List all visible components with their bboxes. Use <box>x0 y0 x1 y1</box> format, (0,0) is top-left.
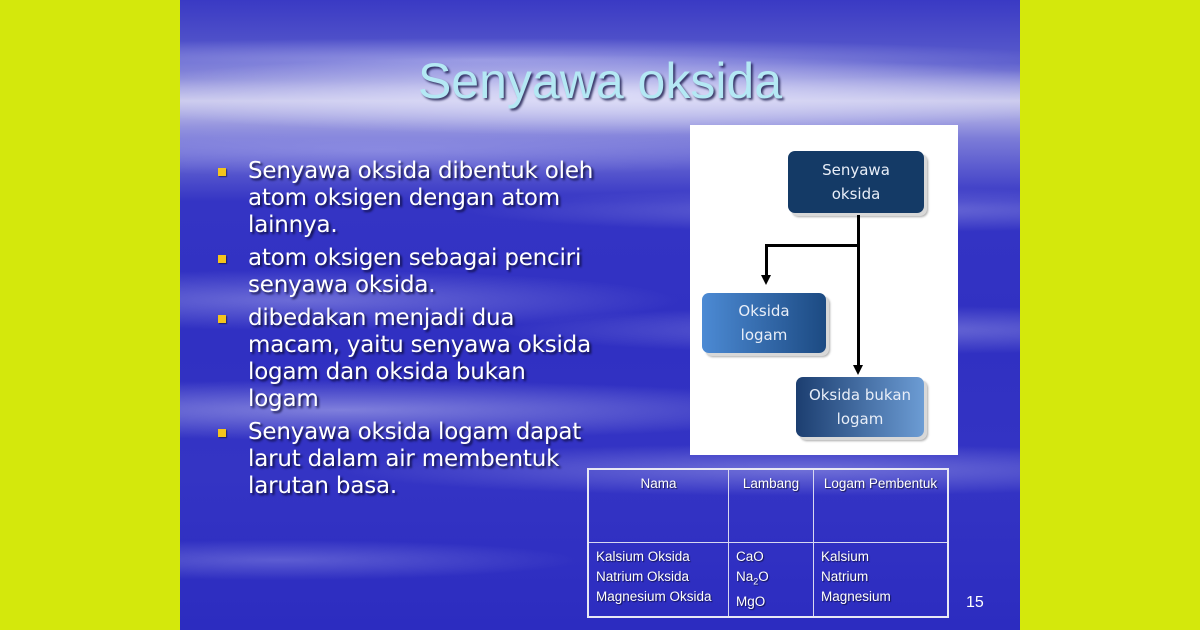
cell-lambang: CaO $Na_2O$ MgO <box>729 543 814 617</box>
formula-na2o: $Na_2O$ <box>736 569 769 587</box>
bullet-item: Senyawa oksida dibentuk oleh atom oksigen dengan atom lainnya. <box>216 158 596 239</box>
column-header-logam: Logam Pembentuk <box>814 469 949 543</box>
slide-number: 15 <box>966 594 984 611</box>
bullet-square-icon <box>218 315 226 323</box>
bullet-item: atom oksigen sebagai penciri senyawa oksida. <box>216 245 596 299</box>
bullet-square-icon <box>218 168 226 176</box>
connector-left-drop <box>765 244 768 276</box>
arrow-down-icon <box>761 275 771 285</box>
diagram-nonmetal-oxide-box: Oksida bukan logam <box>796 377 924 437</box>
diagram-root-box: Senyawa oksida <box>788 151 924 213</box>
table-row <box>588 543 948 617</box>
slide <box>180 0 1020 630</box>
connector-vertical <box>857 215 860 368</box>
diagram-metal-oxide-box: Oksida logam <box>702 293 826 353</box>
bullet-square-icon <box>218 255 226 263</box>
column-header-lambang: Lambang <box>729 469 814 543</box>
cell-logam: Kalsium Natrium Magnesium <box>814 543 949 617</box>
bullet-item: dibedakan menjadi dua macam, yaitu senyawa oksida logam dan oksida bukan logam <box>216 305 596 413</box>
arrow-down-icon <box>853 365 863 375</box>
oxide-classification-diagram <box>690 125 958 455</box>
bullet-square-icon <box>218 429 226 437</box>
column-header-nama: Nama <box>588 469 729 543</box>
table-header-row <box>588 469 948 543</box>
bullet-item: Senyawa oksida logam dapat larut dalam air membentuk larutan basa. <box>216 419 596 500</box>
cell-nama: Kalsium Oksida Natrium Oksida Magnesium Oksida <box>588 543 729 617</box>
oxide-table <box>587 468 949 618</box>
slide-title: Senyawa oksida <box>417 53 783 109</box>
connector-horizontal <box>765 244 860 247</box>
bullet-list <box>216 158 596 506</box>
